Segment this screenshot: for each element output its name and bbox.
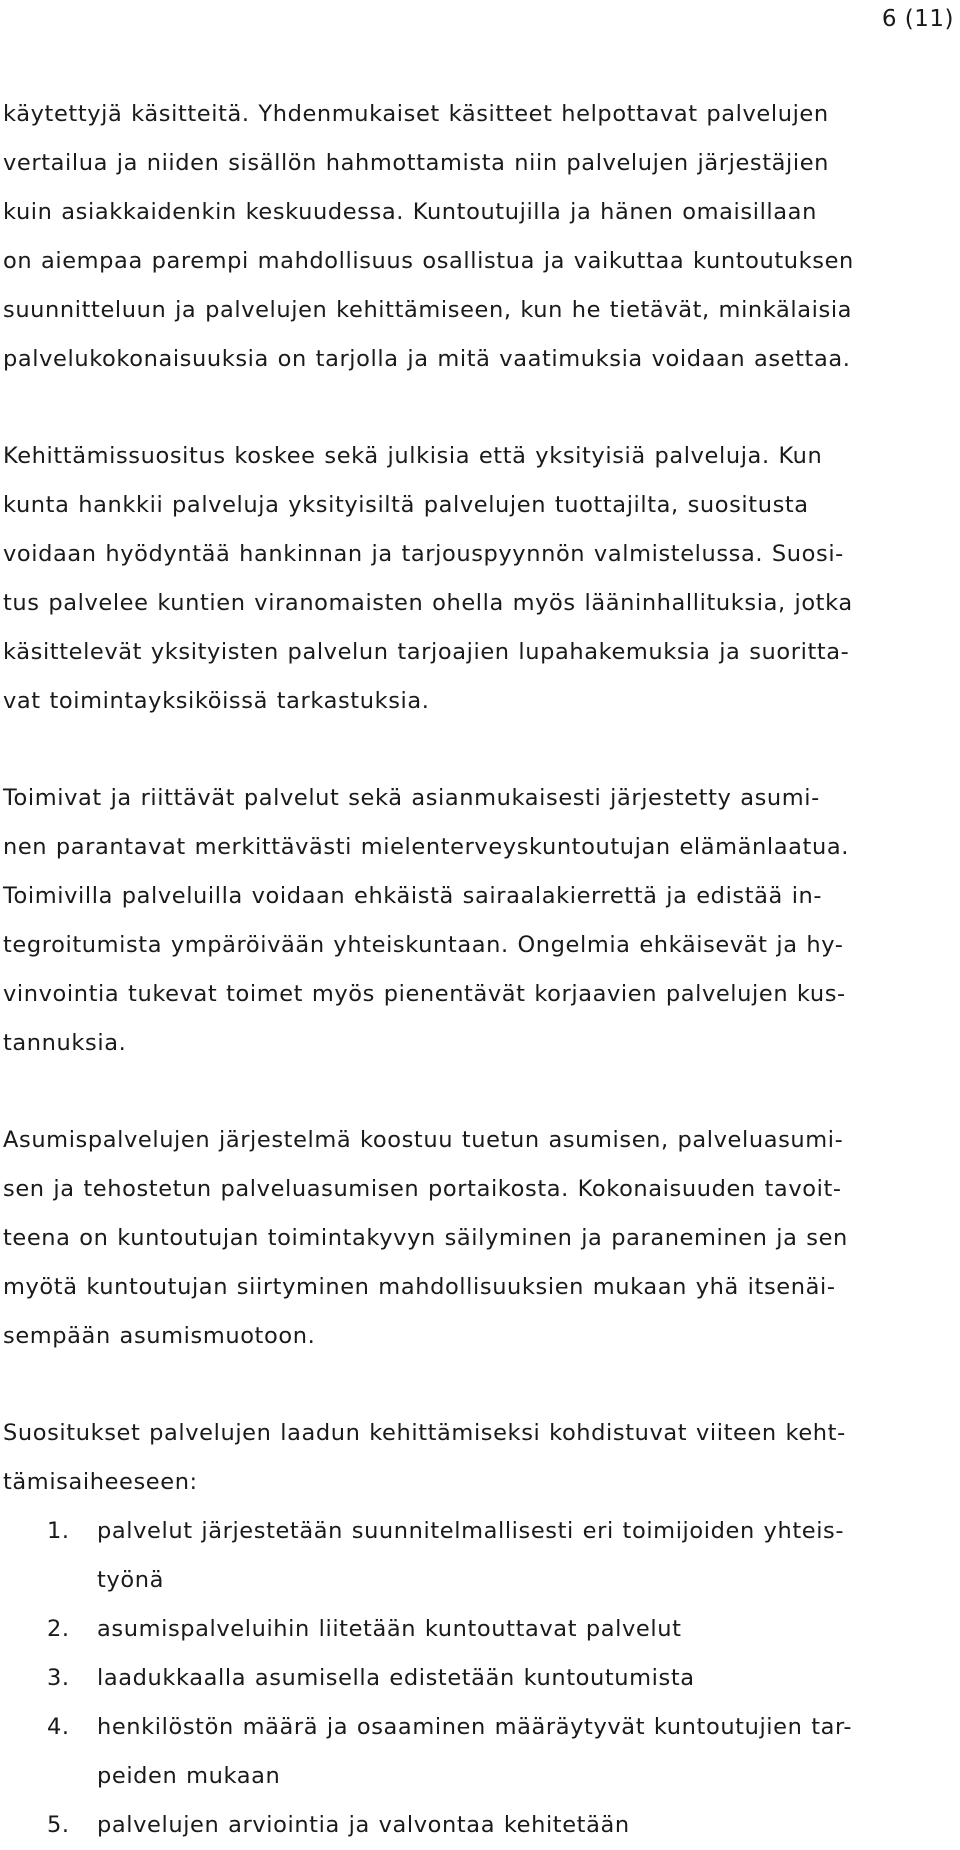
text-line: tämisaiheeseen: bbox=[3, 1469, 198, 1495]
paragraph-scope bbox=[3, 432, 953, 726]
body-text bbox=[3, 90, 953, 1850]
list-number: 3. bbox=[47, 1665, 70, 1691]
list-item-text: työnä bbox=[97, 1567, 164, 1593]
list-item-text: palvelut järjestetään suunnitelmallisesti eri toimijoiden yhteis- bbox=[97, 1518, 845, 1544]
text-line: vat toimintayksiköissä tarkastuksia. bbox=[3, 688, 430, 714]
paragraph-recommendations-intro bbox=[3, 1409, 953, 1507]
list-item-text: laadukkaalla asumisella edistetään kuntoutumista bbox=[97, 1665, 695, 1691]
recommendations-list bbox=[3, 1507, 953, 1850]
list-number: 2. bbox=[47, 1616, 70, 1642]
text-line: Kehittämissuositus koskee sekä julkisia että yksityisiä palveluja. Kun bbox=[3, 443, 823, 469]
list-item-text: asumispalveluihin liitetään kuntouttavat palvelut bbox=[97, 1616, 682, 1642]
text-line: vinvointia tukevat toimet myös pienentävät korjaavien palvelujen kus- bbox=[3, 981, 846, 1007]
list-item bbox=[3, 1654, 953, 1703]
paragraph-terminology bbox=[3, 90, 953, 384]
text-line: sen ja tehostetun palveluasumisen portaikosta. Kokonaisuuden tavoit- bbox=[3, 1176, 842, 1202]
text-line: tannuksia. bbox=[3, 1030, 127, 1056]
paragraph-gap bbox=[3, 1068, 953, 1116]
text-line: sempään asumismuotoon. bbox=[3, 1323, 316, 1349]
text-line: palvelukokonaisuuksia on tarjolla ja mitä vaatimuksia voidaan asettaa. bbox=[3, 346, 851, 372]
text-line: tus palvelee kuntien viranomaisten ohella myös lääninhallituksia, jotka bbox=[3, 590, 853, 616]
list-number: 5. bbox=[47, 1812, 70, 1838]
text-line: tegroitumista ympäröivään yhteiskuntaan. Ongelmia ehkäisevät ja hy- bbox=[3, 932, 844, 958]
text-line: kuin asiakkaidenkin keskuudessa. Kuntoutujilla ja hänen omaisillaan bbox=[3, 199, 817, 225]
paragraph-benefits bbox=[3, 774, 953, 1068]
paragraph-gap bbox=[3, 384, 953, 432]
text-line: käytettyjä käsitteitä. Yhdenmukaiset käsitteet helpottavat palvelujen bbox=[3, 101, 829, 127]
list-item-text: palvelujen arviointia ja valvontaa kehitetään bbox=[97, 1812, 630, 1838]
text-line: teena on kuntoutujan toimintakyvyn säilyminen ja paraneminen ja sen bbox=[3, 1225, 848, 1251]
text-line: suunnitteluun ja palvelujen kehittämiseen, kun he tietävät, minkälaisia bbox=[3, 297, 853, 323]
text-line: kunta hankkii palveluja yksityisiltä palvelujen tuottajilta, suositusta bbox=[3, 492, 809, 518]
paragraph-gap bbox=[3, 726, 953, 774]
list-number: 1. bbox=[47, 1518, 70, 1544]
list-item-text: peiden mukaan bbox=[97, 1763, 281, 1789]
text-line: vertailua ja niiden sisällön hahmottamista niin palvelujen järjestäjien bbox=[3, 150, 830, 176]
list-item-text: henkilöstön määrä ja osaaminen määräytyvät kuntoutujien tar- bbox=[97, 1714, 853, 1740]
list-item bbox=[3, 1507, 953, 1605]
text-line: voidaan hyödyntää hankinnan ja tarjouspyynnön valmistelussa. Suosi- bbox=[3, 541, 844, 567]
text-line: Suositukset palvelujen laadun kehittämiseksi kohdistuvat viiteen keht- bbox=[3, 1420, 846, 1446]
text-line: Toimivilla palveluilla voidaan ehkäistä sairaalakierrettä ja edistää in- bbox=[3, 883, 823, 909]
paragraph-gap bbox=[3, 1361, 953, 1409]
text-line: nen parantavat merkittävästi mielenterveyskuntoutujan elämänlaatua. bbox=[3, 834, 849, 860]
list-item bbox=[3, 1801, 953, 1850]
text-line: käsittelevät yksityisten palvelun tarjoajien lupahakemuksia ja suoritta- bbox=[3, 639, 850, 665]
paragraph-housing-system bbox=[3, 1116, 953, 1361]
page-number: 6 (11) bbox=[881, 6, 954, 32]
text-line: Toimivat ja riittävät palvelut sekä asianmukaisesti järjestetty asumi- bbox=[3, 785, 820, 811]
list-item bbox=[3, 1605, 953, 1654]
text-line: Asumispalvelujen järjestelmä koostuu tuetun asumisen, palveluasumi- bbox=[3, 1127, 844, 1153]
text-line: on aiempaa parempi mahdollisuus osallistua ja vaikuttaa kuntoutuksen bbox=[3, 248, 854, 274]
text-line: myötä kuntoutujan siirtyminen mahdollisuuksien mukaan yhä itsenäi- bbox=[3, 1274, 836, 1300]
list-number: 4. bbox=[47, 1714, 70, 1740]
list-item bbox=[3, 1703, 953, 1801]
